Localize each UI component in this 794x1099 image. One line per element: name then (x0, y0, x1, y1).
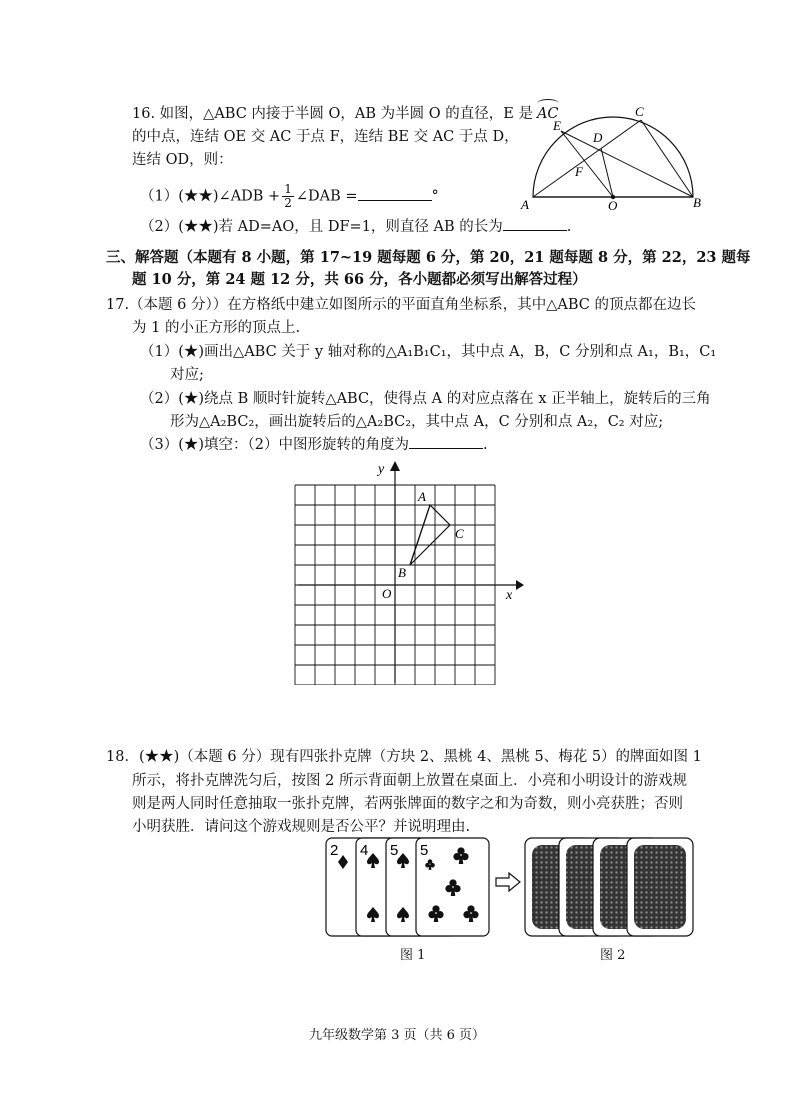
figure1-caption: 图 1 (400, 948, 426, 963)
x-axis-arrow-icon (516, 580, 524, 590)
q17-line2: 为 1 的小正方形的顶点上. (132, 320, 301, 336)
coordinate-grid-figure (290, 455, 530, 685)
q17-part1a: （1）(★)画出△ABC 关于 y 轴对称的△A₁B₁C₁，其中点 A，B，C 分别和点 A₁，B₁，C₁ (140, 344, 717, 360)
q17-part1b: 对应; (170, 367, 204, 383)
q17-part3: （3）(★)填空：（2）中图形旋转的角度为 . (140, 434, 488, 455)
label-a: A (521, 197, 529, 212)
card-club-5 (416, 838, 489, 936)
y-axis-arrow-icon (390, 461, 400, 471)
label-f: F (575, 164, 583, 179)
figure2-caption: 图 2 (600, 948, 626, 963)
q16-line2: 的中点，连结 OE 交 AC 于点 F，连结 BE 交 AC 于点 D， (132, 129, 519, 145)
card-back (627, 838, 693, 936)
q18-line1: 18．(★★)（本题 6 分）现有四张扑克牌（方块 2、黑桃 4、黑桃 5、梅花 5）的牌面如图 1 (106, 749, 702, 765)
figure1-cards (325, 835, 500, 945)
card-rank: 2 (330, 842, 339, 859)
card-rank: 4 (360, 842, 369, 859)
label-e: E (553, 118, 561, 133)
label-d: D (593, 130, 603, 145)
triangle-abc (410, 505, 450, 565)
answer-blank-16-2[interactable] (503, 216, 567, 231)
right-arrow-icon (495, 872, 521, 892)
card-rank: 5 (390, 842, 399, 859)
figure2-card-backs (524, 835, 696, 945)
label-o: O (608, 198, 618, 212)
label-b: B (693, 195, 701, 210)
q17-line1: 17.（本题 6 分））在方格纸中建立如图所示的平面直角坐标系，其中△ABC 的顶点都在边长 (106, 297, 697, 313)
page-footer: 九年级数学第 3 页（共 6 页） (308, 1028, 486, 1043)
q16-part2: （2）(★★)若 AD=AO，且 DF=1，则直径 AB 的长为 . (140, 216, 571, 237)
semicircle-figure (515, 100, 715, 212)
q17-part2b: 形为△A₂BC₂，画出旋转后的△A₂BC₂，其中点 A，C 分别和点 A₂，C₂ 对应; (170, 414, 664, 430)
q18-line4: 小明获胜．请问这个游戏规则是否公平？并说明理由. (132, 819, 471, 835)
label-a: A (418, 489, 426, 504)
q16-line1: 16. 如图，△ABC 内接于半圆 O，AB 为半圆 O 的直径，E 是 AC (132, 104, 559, 124)
q18-line3: 则是两人同时任意抽取一张扑克牌，若两张牌面的数字之和为奇数，则小亮获胜；否则 (132, 796, 683, 812)
label-x: x (506, 588, 513, 603)
answer-blank-17-3[interactable] (409, 434, 483, 449)
fraction-one-half: $\frac{1}{2}$ (284, 182, 292, 210)
q16-line3: 连结 OD，则： (132, 152, 233, 168)
label-c: C (455, 526, 464, 541)
q16-part1: （1）(★★)∠ADB + $\frac{1}{2}$ ∠DAB = ° (140, 182, 439, 210)
answer-blank-16-1[interactable] (358, 186, 432, 201)
arc-ac-label: AC (537, 106, 559, 122)
label-y: y (378, 462, 385, 477)
label-b: B (398, 565, 406, 580)
q17-part2a: （2）(★)绕点 B 顺时针旋转△ABC，使得点 A 的对应点落在 x 正半轴上，旋转后的三角 (140, 391, 711, 407)
label-origin: O (382, 586, 392, 601)
card-rank: 5 (420, 842, 429, 859)
label-c: C (635, 104, 644, 119)
section3-line1: 三、解答题（本题有 8 小题，第 17~19 题每题 6 分，第 20，21 题每题 8 分，第 22，23 题每 (106, 249, 751, 266)
q18-line2: 所示，将扑克牌洗匀后，按图 2 所示背面朝上放置在桌面上．小亮和小明设计的游戏规 (132, 773, 687, 789)
section3-line2: 题 10 分，第 24 题 12 分，共 66 分，各小题都必须写出解答过程） (132, 271, 587, 288)
